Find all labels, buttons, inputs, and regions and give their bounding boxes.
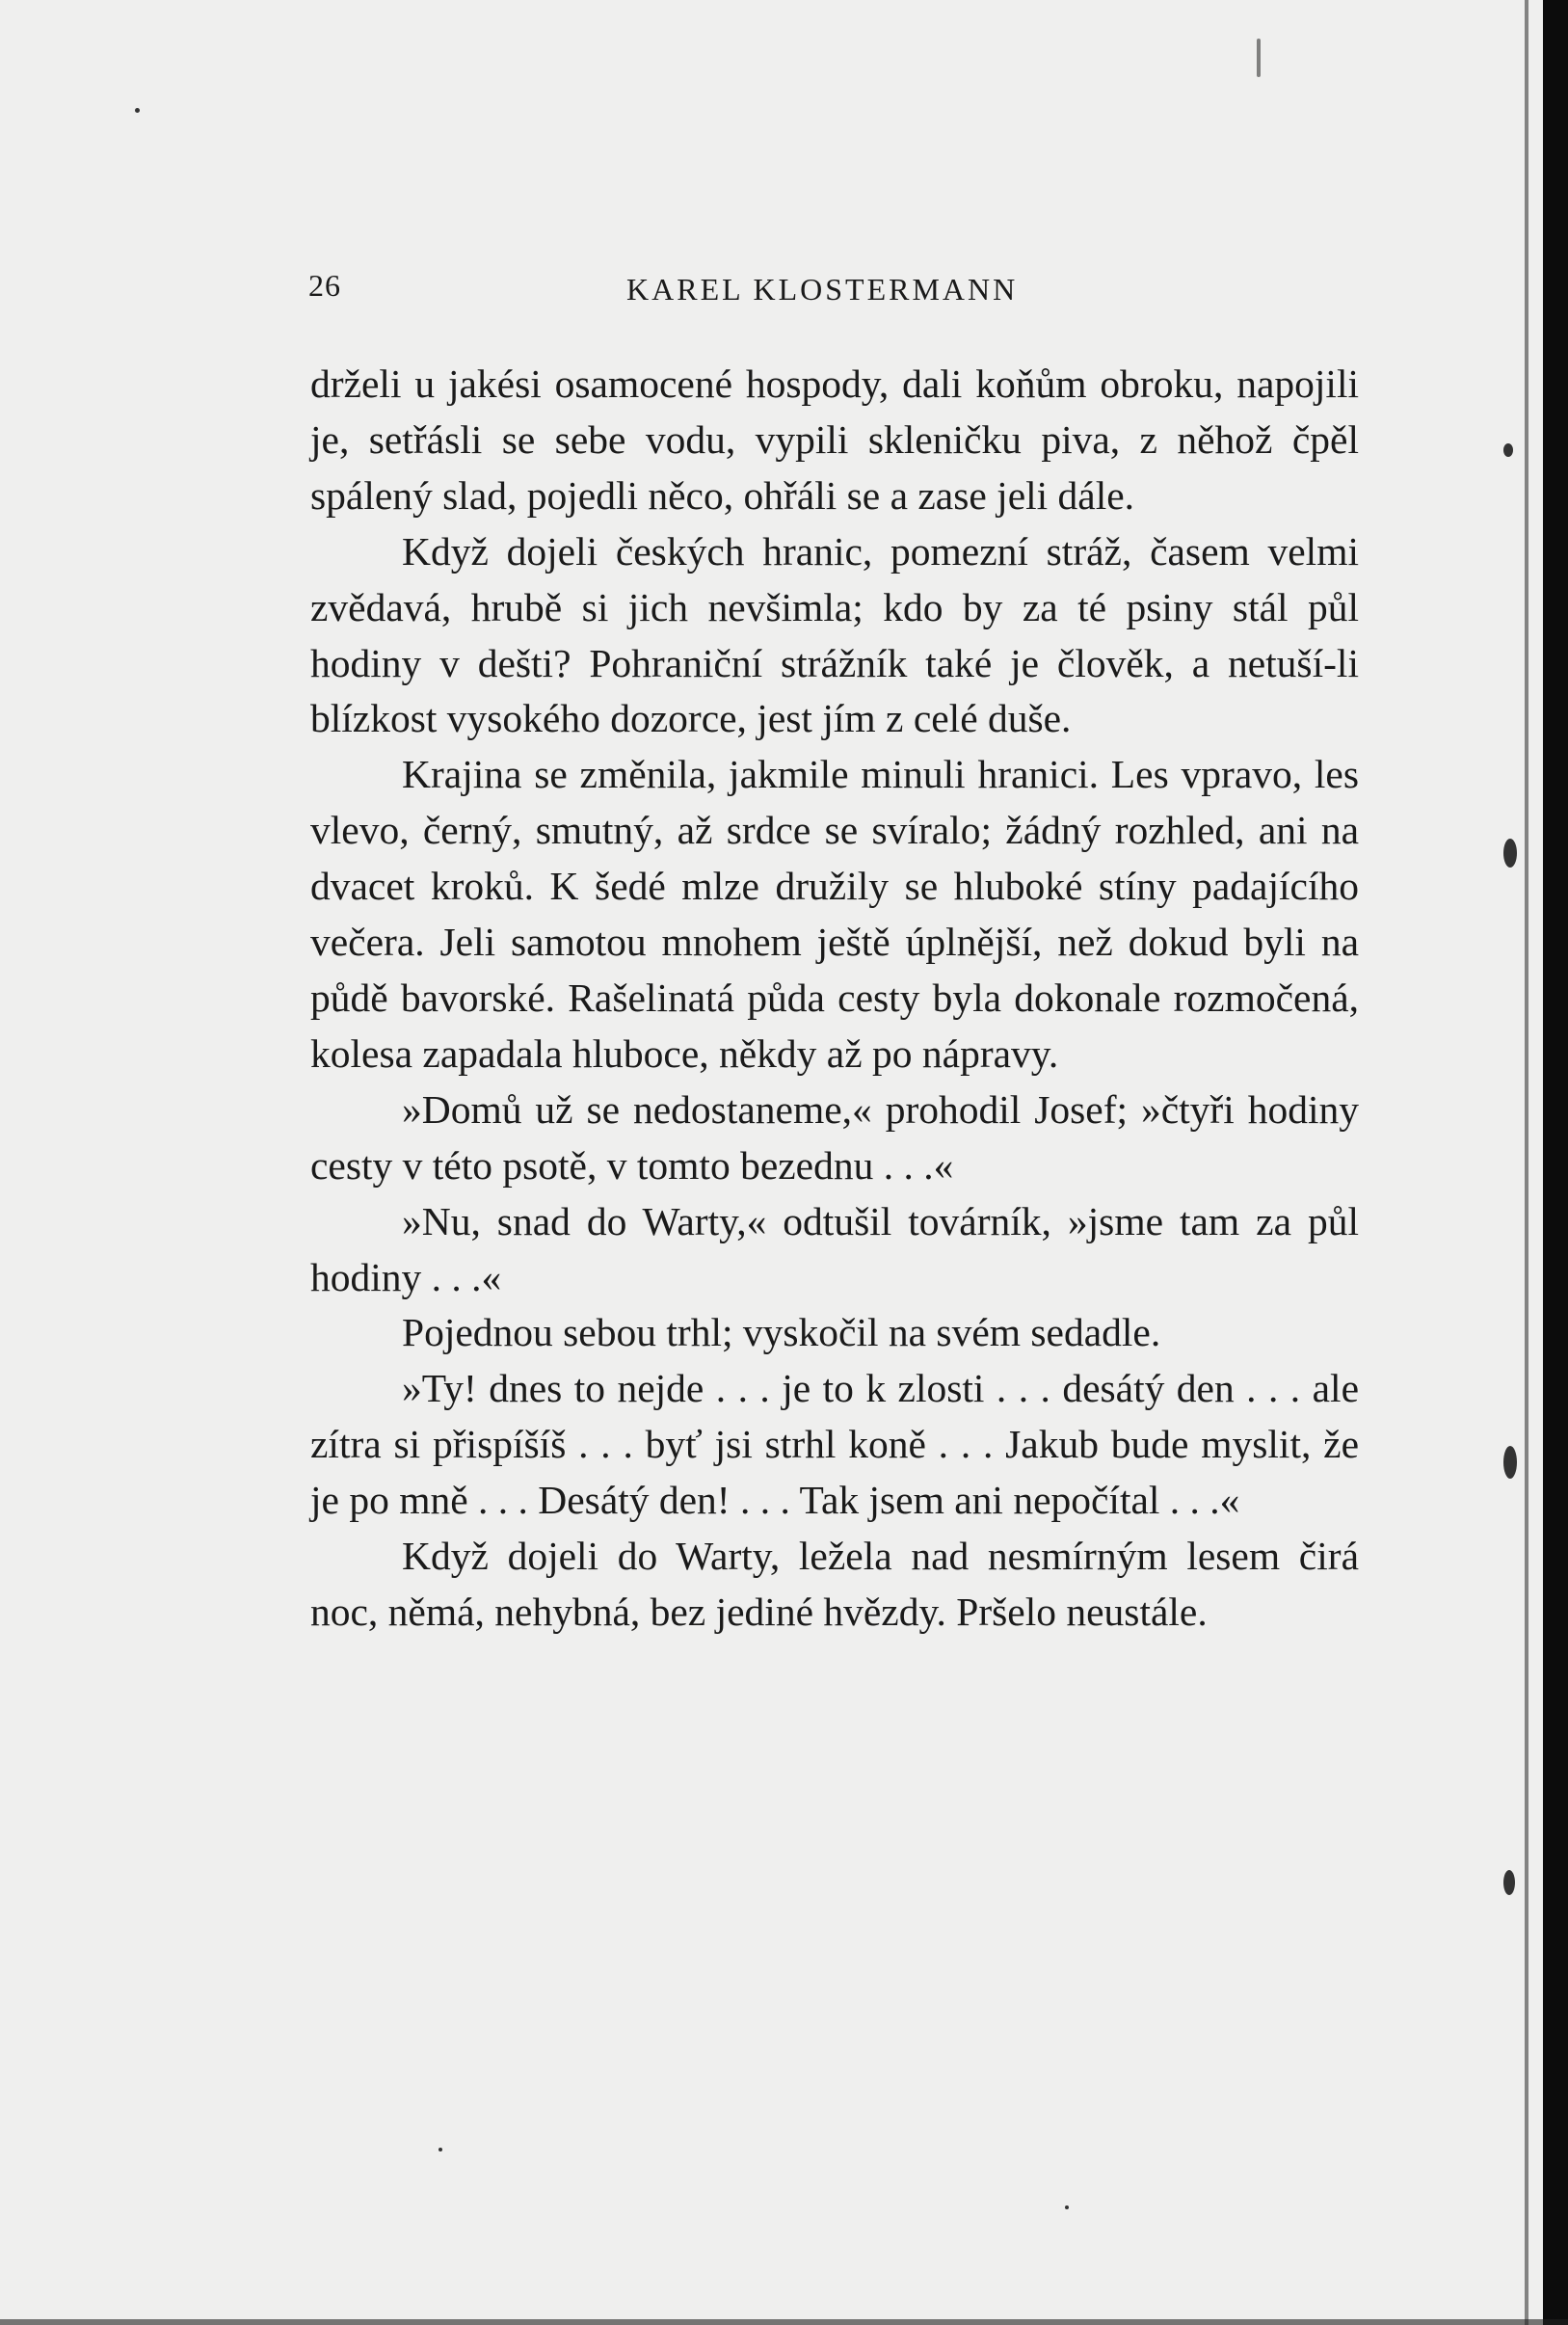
scan-speck [135,108,140,113]
scan-speck [1503,443,1513,457]
scan-gutter-line [1525,0,1528,2325]
body-text [310,357,1359,1641]
paragraph: »Domů už se nedostaneme,« prohodil Josef; »čtyři hodiny cesty v této psotě, v tomto bezednu . . .« [310,1086,1359,1188]
paragraph: drželi u jakési osamocené hospody, dali koňům obroku, napojili je, setřásli se sebe vodu, vypili skleničku piva, z něhož čpěl spálený slad, pojedli něco, ohřáli se a zase jeli dále. [310,361,1359,518]
page-number: 26 [308,268,341,303]
paragraph: Když dojeli do Warty, ležela nad nesmírným lesem čirá noc, němá, nehybná, bez jediné hvězdy. Pršelo neustále. [310,1534,1359,1634]
scan-bottom-edge [0,2319,1568,2325]
running-head: KAREL KLOSTERMANN [626,272,1019,307]
scan-speck [1503,1446,1517,1479]
page-header [308,268,1359,316]
paragraph: »Ty! dnes to nejde . . . je to k zlosti . . . desátý den . . . ale zítra si přispíšíš . . . byť jsi strhl koně . . . Jakub bude myslit, že je po mně . . . Desátý den! . . . Tak jsem ani nepočítal . . .« [310,1366,1359,1523]
paragraph: Krajina se změnila, jakmile minuli hranici. Les vpravo, les vlevo, černý, smutný, až srdce se svíralo; žádný rozhled, ani na dvacet kroků. K šedé mlze družily se hluboké stíny padajícího večera. Jeli samotou mnohem ještě úplnější, než dokud byli na půdě bavorské. Rašelinatá půda cesty byla dokonale rozmočená, kolesa zapadala hluboce, někdy až po nápravy. [310,752,1359,1076]
scan-speck [1503,839,1517,868]
scan-speck [1065,2205,1069,2209]
paragraph: Když dojeli českých hranic, pomezní stráž, časem velmi zvědavá, hrubě si jich nevšimla; kdo by za té psiny stál půl hodiny v dešti? Pohraniční strážník také je člověk, a netuší-li blízkost vysokého dozorce, jest jím z celé duše. [310,528,1359,741]
paragraph: Pojednou sebou trhl; vyskočil na svém sedadle. [402,1310,1161,1355]
scan-speck [439,2148,442,2151]
scan-speck [1503,1870,1515,1895]
scan-edge-shadow [1543,0,1568,2325]
paragraph: »Nu, snad do Warty,« odtušil továrník, »jsme tam za půl hodiny . . .« [310,1198,1359,1299]
scan-speck [1257,39,1261,77]
